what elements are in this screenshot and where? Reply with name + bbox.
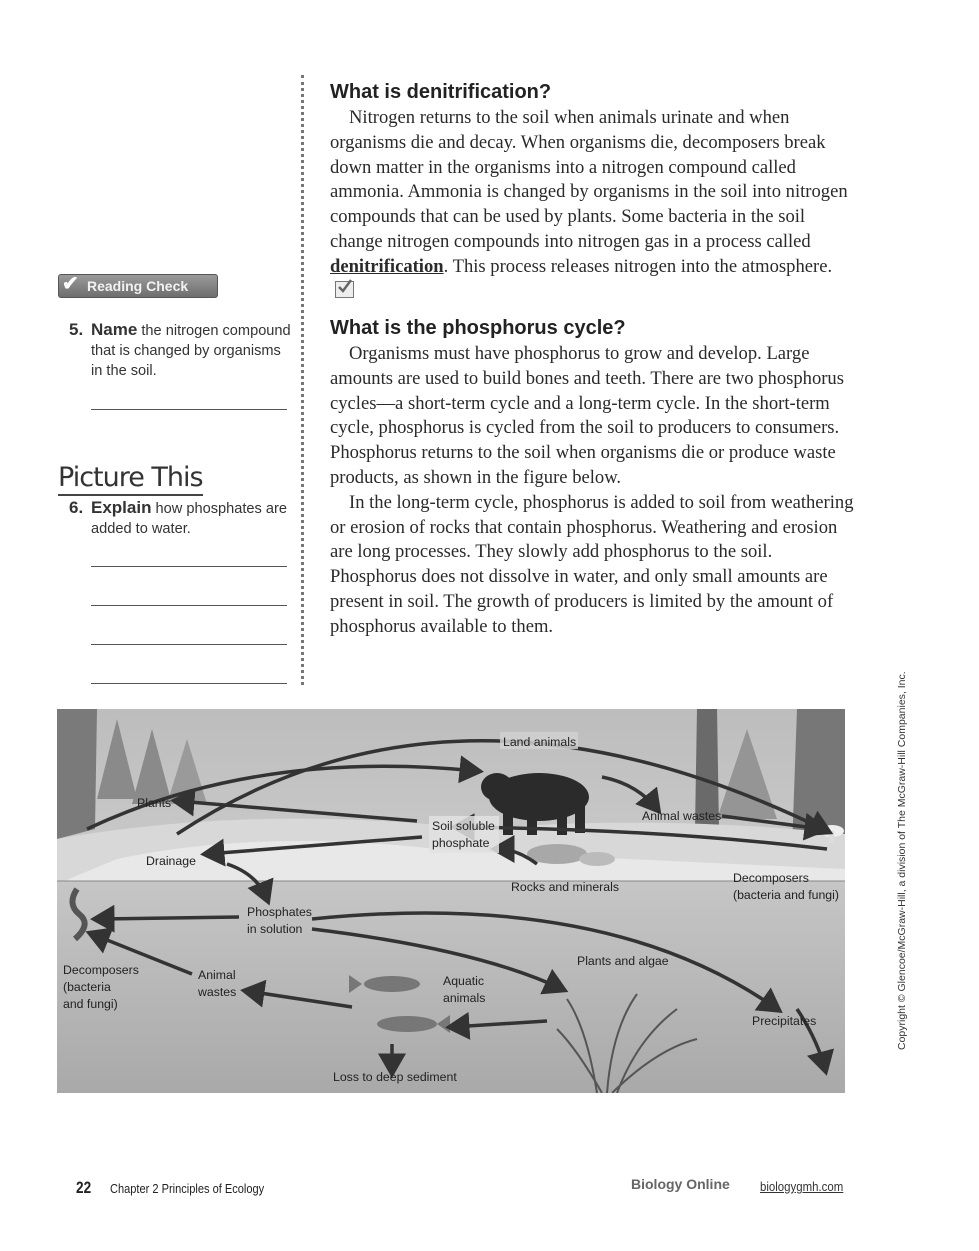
reading-check-badge (58, 274, 218, 298)
term-denitrification: denitrification (330, 255, 444, 277)
label-plants-algae: Plants and algae (577, 954, 669, 968)
page-number: 22 (76, 1178, 92, 1197)
question-5-verb: Name (91, 320, 138, 339)
denitrification-text-2: . This process releases nitrogen into the atmosphere. (443, 255, 833, 277)
biology-online-logo (631, 1176, 730, 1192)
question-6-number: 6. (69, 498, 84, 517)
label-aquatic: Aquatic (443, 974, 485, 988)
label-drainage: Drainage (146, 854, 196, 868)
label-decomposers-water-3: and fungi) (63, 997, 118, 1011)
checkmark-icon: ✔ (62, 273, 79, 295)
label-soil-soluble: Soil soluble (432, 819, 495, 833)
picture-this-heading: Picture This (58, 462, 203, 496)
reading-check-label: Reading Check (87, 278, 189, 294)
website-link[interactable]: biologygmh.com (760, 1179, 844, 1194)
question-6-text (91, 498, 291, 540)
answer-line-q6-3[interactable] (91, 644, 287, 645)
answer-line-q5[interactable] (91, 409, 287, 410)
denitrification-text-1: Nitrogen returns to the soil when animals urinate and when organisms die and decay. When organisms die, decomposers break down matter in the organisms into a nitrogen compound called ammonia. Ammonia is changed by organisms in the soil into nitrogen compounds that can be used by plants. Some bacteria in the soil change nitrogen compounds into nitrogen gas in a process called (330, 107, 848, 252)
phosphorus-cycle-figure (57, 709, 845, 1093)
label-phosphates: Phosphates (247, 905, 312, 919)
label-animal-wastes-land: Animal wastes (642, 809, 722, 823)
question-5-prompt: the nitrogen compound that is changed by organisms in the soil. (91, 323, 291, 379)
label-phosphate: phosphate (432, 836, 490, 850)
label-animals: animals (443, 991, 486, 1005)
logo-text: Biology Online (631, 1176, 730, 1192)
arrow-phosphates-to-decomposers (97, 917, 239, 919)
chapter-title: Chapter 2 Principles of Ecology (110, 1181, 265, 1196)
paragraph-phosphorus-2: In the long-term cycle, phosphorus is added to soil from weathering or erosion of rocks that contain phosphorus. Weathering and erosion are long processes. They slowly add phosphorus to the soil. Phosphorus does not dissolve in water, and only small amounts are present in soil. The growth of producers is limited by the amount of phosphorus available to them. (330, 491, 854, 637)
question-6-verb: Explain (91, 498, 152, 517)
section-denitrification (330, 81, 855, 304)
answer-line-q6-1[interactable] (91, 566, 287, 567)
question-6-prompt: how phosphates are added to water. (91, 501, 287, 537)
label-animal-wastes-water-1: Animal (198, 968, 236, 982)
column-divider (301, 75, 304, 685)
label-decomposers-water-1: Decomposers (63, 963, 139, 977)
label-plants: Plants (137, 796, 172, 810)
heading-phosphorus-cycle: What is the phosphorus cycle? (330, 317, 626, 339)
label-decomposers-water-2: (bacteria (63, 980, 111, 994)
reading-check-icon (335, 281, 354, 298)
paragraph-phosphorus-1: Organisms must have phosphorus to grow and develop. Large amounts are used to build bones and teeth. There are two phosphorus cycles—a short-term cycle and a long-term cycle. In the short-term cycle, phosphorus is cycled from the soil to producers to consumers. Phosphorus returns to the soil when organisms die or produce waste products, as shown in the figure below. (330, 343, 844, 488)
label-land-animals: Land animals (503, 735, 577, 749)
section-phosphorus-cycle (330, 317, 855, 640)
copyright-notice: Copyright © Glencoe/McGraw-Hill, a division of The McGraw-Hill Companies, Inc. (896, 671, 908, 1050)
heading-denitrification: What is denitrification? (330, 81, 552, 103)
answer-line-q6-4[interactable] (91, 683, 287, 684)
answer-line-q6-2[interactable] (91, 605, 287, 606)
label-decomposers-land-2: (bacteria and fungi) (733, 888, 839, 902)
paragraph-denitrification (330, 106, 855, 304)
label-in-solution: in solution (247, 922, 303, 936)
label-rocks-minerals: Rocks and minerals (511, 880, 619, 894)
label-decomposers-land-1: Decomposers (733, 871, 809, 885)
label-animal-wastes-water-2: wastes (198, 985, 237, 999)
question-6 (69, 498, 294, 543)
label-loss-to-deep-sediment: Loss to deep sediment (333, 1070, 457, 1084)
question-5-number: 5. (69, 320, 84, 339)
question-5 (69, 320, 294, 390)
label-precipitates: Precipitates (752, 1014, 817, 1028)
question-5-text (91, 320, 291, 381)
